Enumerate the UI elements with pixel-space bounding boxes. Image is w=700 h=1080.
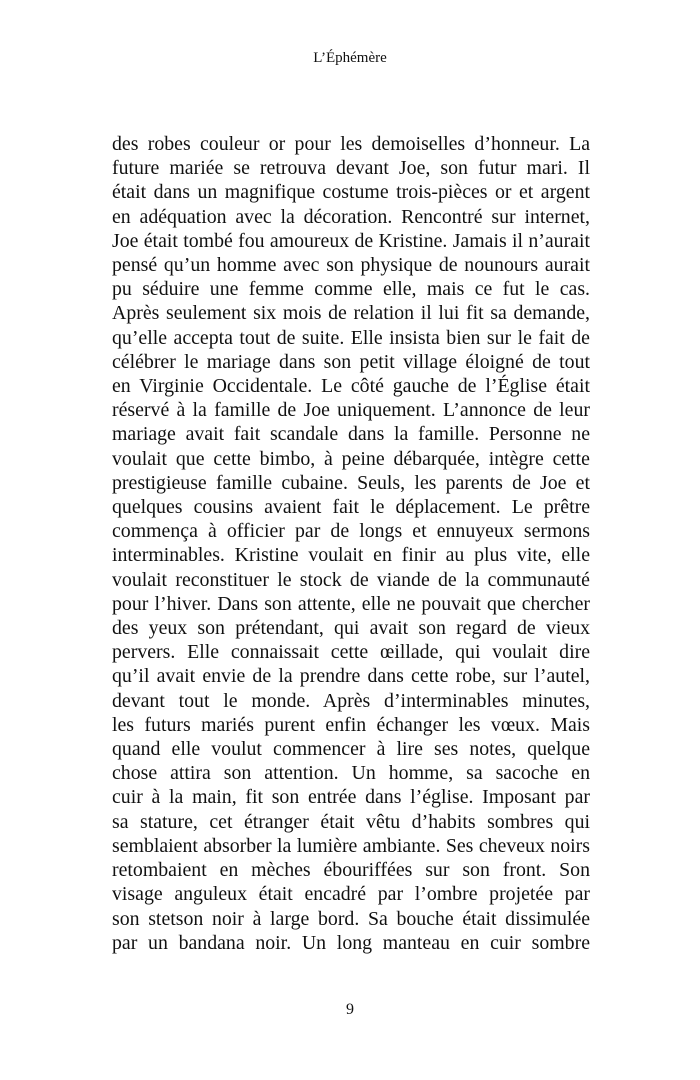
text-line: des yeux son prétendant, qui avait son regard de vieux — [112, 617, 590, 640]
text-line: cuir à la main, fit son entrée dans l’église. Imposant par — [112, 786, 590, 809]
text-line: était dans un magnifique costume trois-pièces or et argent — [112, 181, 590, 204]
text-line: les futurs mariés purent enfin échanger les vœux. Mais — [112, 713, 590, 736]
text-line: voulait reconstituer le stock de viande de la communauté — [112, 568, 590, 591]
text-line: réservé à la famille de Joe uniquement. L’annonce de leur — [112, 399, 590, 422]
text-line: en Virginie Occidentale. Le côté gauche de l’Église était — [112, 375, 590, 398]
text-line: qu’il avait envie de la prendre dans cette robe, sur l’autel, — [112, 665, 590, 688]
text-line: des robes couleur or pour les demoiselles d’honneur. La — [112, 133, 590, 155]
text-line: chose attira son attention. Un homme, sa sacoche en — [112, 762, 590, 785]
text-line: pensé qu’un homme avec son physique de nounours aurait — [112, 254, 590, 277]
text-line: pervers. Elle connaissait cette œillade, qui voulait dire — [112, 641, 590, 664]
text-line: pu séduire une femme comme elle, mais ce fut le cas. — [112, 278, 590, 301]
text-line: commença à officier par de longs et ennuyeux sermons — [112, 520, 590, 543]
text-line: retombaient en mèches ébouriffées sur son front. Son — [112, 859, 590, 882]
text-line: célébrer le mariage dans son petit village éloigné de tout — [112, 350, 590, 373]
page-number: 9 — [346, 1001, 354, 1018]
text-line: mariage avait fait scandale dans la famille. Personne ne — [112, 423, 590, 446]
text-line: semblaient absorber la lumière ambiante. Ses cheveux noirs — [112, 834, 590, 857]
running-header: L’Éphémère — [313, 50, 387, 66]
text-line: visage anguleux était encadré par l’ombre projetée par — [112, 883, 590, 906]
text-line: prestigieuse famille cubaine. Seuls, les parents de Joe et — [112, 471, 590, 494]
text-line: par un bandana noir. Un long manteau en cuir sombre — [112, 931, 590, 954]
text-line: quand elle voulut commencer à lire ses notes, quelque — [112, 738, 590, 761]
text-line: son stetson noir à large bord. Sa bouche était dissimulée — [112, 907, 590, 930]
text-line: Après seulement six mois de relation il lui fit sa demande, — [112, 302, 590, 325]
text-line: future mariée se retrouva devant Joe, son futur mari. Il — [112, 157, 590, 180]
text-line: quelques cousins avaient fait le déplacement. Le prêtre — [112, 496, 590, 519]
text-line: pour l’hiver. Dans son attente, elle ne pouvait que chercher — [112, 592, 590, 615]
text-line: voulait que cette bimbo, à peine débarquée, intègre cette — [112, 447, 590, 470]
text-line: qu’elle accepta tout de suite. Elle insista bien sur le fait de — [112, 326, 590, 349]
text-line: Joe était tombé fou amoureux de Kristine. Jamais il n’aurait — [112, 229, 590, 252]
text-line: devant tout le monde. Après d’interminables minutes, — [112, 689, 590, 712]
text-line: sa stature, cet étranger était vêtu d’habits sombres qui — [112, 810, 590, 833]
text-line: interminables. Kristine voulait en finir au plus vite, elle — [112, 544, 590, 567]
body-text — [112, 132, 590, 955]
text-line: en adéquation avec la décoration. Rencontré sur internet, — [112, 205, 590, 228]
